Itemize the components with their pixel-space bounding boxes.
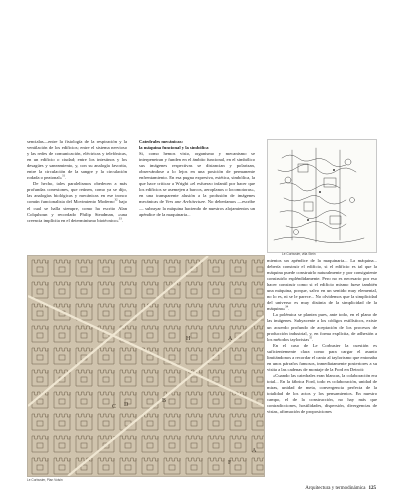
paragraph: Si, como hemos visto, organismo y mecanismo se interpenetran y funden en el ámbito funcional, en el simbólico sus imágenes respectivas se distancian y polarizan, observándose a lo lejos en una posición de permanente enfrentamiento. En esa pugna expresiva, estética, simbólica, la que hace criticar a Wright «el esfuerzo infantil por hacer que los edificios se asemejen a barcos, aeroplanos o locomotoras», en una transparente alusión a la profusión de imágenes mecánicas de Vers une Architecture. No deberíamos —escribe— subrayar la máquina haciendo de nuestros alojamientos un apéndice de la maquinaria... xyxy=(139,151,255,217)
plan-letter: F xyxy=(228,460,232,466)
footnote-ref[interactable]: 33 xyxy=(118,216,122,221)
paragraph: sencialas—entre la fisiología de la respiración y la ventilación de los edificios; entre el sistema nervioso y las redes de comunicación, eléctricas y telefónicas, en un edificio o ciudad; entre los intestinos y los desagües y saneamiento, y, con su analogía favorita, entre la circulación de la sangre y la circulación rodada o peatonal»$^{31}$. xyxy=(27,139,127,181)
page-number: 125 xyxy=(368,486,376,491)
footnote-ref[interactable]: 32 xyxy=(114,197,118,202)
footnote-ref[interactable]: 34 xyxy=(285,304,289,309)
villa-sketch-drawing xyxy=(268,140,376,252)
figure-caption: Le Corbusier, villa Stein xyxy=(282,252,316,256)
text-column-left xyxy=(27,139,127,224)
section-subheading: la máquina funcional y la simbólica xyxy=(139,145,209,151)
text-column-middle xyxy=(139,139,255,218)
figure-sketch xyxy=(267,139,377,253)
plan-letter: H xyxy=(186,336,191,342)
plan-letter: A xyxy=(228,336,233,342)
plan-letter: B xyxy=(162,398,167,404)
plan-letter: C xyxy=(112,404,117,410)
paragraph: De hecho, tales paralelismos obedecen a más profundas conexiones, que reúnen, como ya se dijo, las analogías biológicas y mecánicas en ese tronco común funcionalista del Movimiento Moderno$^{32}$ bajo el cual se halla siempre, como ha escrito Alan Colquhoun y recordado Philip Steadman, «una creencia implícita en el determinismo biotécnico»$^{33}$. xyxy=(27,181,127,223)
footnote-ref[interactable]: 31 xyxy=(61,173,65,178)
page-footer xyxy=(305,486,376,491)
paragraph: mientos un apéndice de la maquinaria... La máquina... debería construir el edificio, si el edificio es tal que la máquina puede construirlo naturalmente y por consiguiente construirlo espléndidamente. Pero no es necesario por eso hacer construir como si el edificio mismo fuese también una máquina, porque, salvo en un sentido muy elemental, no lo es, ni se le parece... No olvidemos que la simplicidad del universo es muy distinta de la simplicidad de la máquina»$^{34}$. xyxy=(267,258,377,312)
paragraph: La polémica se plantea pues, ante todo, en el plano de las imágenes. Subyacente a los códigos estilísticos, existe un acuerdo profundo de aceptación de los procesos de producción industrial, y, en forma explícita, de adhesión a los métodos tayloristas$^{35}$. xyxy=(267,312,377,342)
quote-paragraph: «Cuando las catedrales eran blancas, la colaboración era total... En la fábrica Ford, todo es colaboración, unidad de miras, unidad de meta, convergencia perfecta de la totalidad de los actos y los pensamientos. En nuestro campo, el de la construcción, no hay más que contradicciones, hostilidades, dispersión, divergencias de vistas, afirmación de proposiciones xyxy=(267,372,377,415)
paragraph: En el caso de Le Corbusier la cuestión es suficientemente clara como para cargar el asunto limitándonos a recordar el canto al taylorismo que entonaba en unos párrafos famosos, inmediatamente posteriores a su visita a las cadenas de montaje de la Ford en Detroit: xyxy=(267,342,377,372)
section-heading: Catedrales mecánicas: xyxy=(139,139,184,144)
city-plan-drawing xyxy=(28,256,264,476)
running-title: Arquitectura y termodinámica xyxy=(305,486,366,491)
plan-letter: D xyxy=(124,402,129,408)
figure-caption: Le Corbusier, Plan Voisin xyxy=(27,478,63,482)
book-title: Vers une Architecture xyxy=(165,199,206,205)
text-column-right xyxy=(267,258,377,415)
figure-plan xyxy=(27,255,265,477)
footnote-ref[interactable]: 35 xyxy=(309,335,313,340)
plan-letter: A xyxy=(252,448,257,454)
